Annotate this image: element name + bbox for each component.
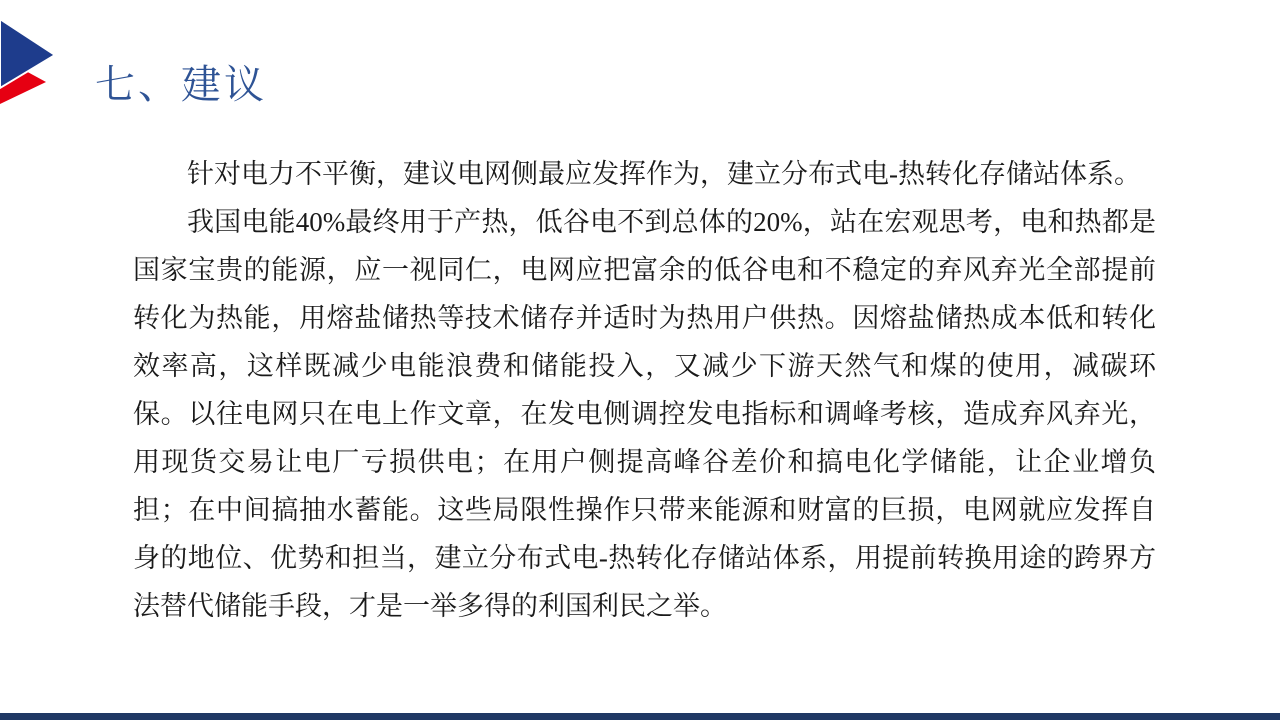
slide-body <box>133 150 1156 630</box>
footer-accent-bar <box>0 713 1280 720</box>
paragraph-main: 我国电能40%最终用于产热，低谷电不到总体的20%，站在宏观思考，电和热都是国家宝贵的能源，应一视同仁，电网应把富余的低谷电和不稳定的弃风弃光全部提前转化为热能，用熔盐储热等技术储存并适时为热用户供热。因熔盐储热成本低和转化效率高，这样既减少电能浪费和储能投入，又减少下游天然气和煤的使用，减碳环保。以往电网只在电上作文章，在发电侧调控发电指标和调峰考核，造成弃风弃光，用现货交易让电厂亏损供电；在用户侧提高峰谷差价和搞电化学储能，让企业增负担；在中间搞抽水蓄能。这些局限性操作只带来能源和财富的巨损，电网就应发挥自身的地位、优势和担当，建立分布式电-热转化存储站体系，用提前转换用途的跨界方法替代储能手段，才是一举多得的利国利民之举。 <box>133 207 1156 621</box>
paragraph-intro: 针对电力不平衡，建议电网侧最应发挥作为，建立分布式电-热转化存储站体系。 <box>187 159 1141 189</box>
slide-title: 七、建议 <box>95 62 267 107</box>
